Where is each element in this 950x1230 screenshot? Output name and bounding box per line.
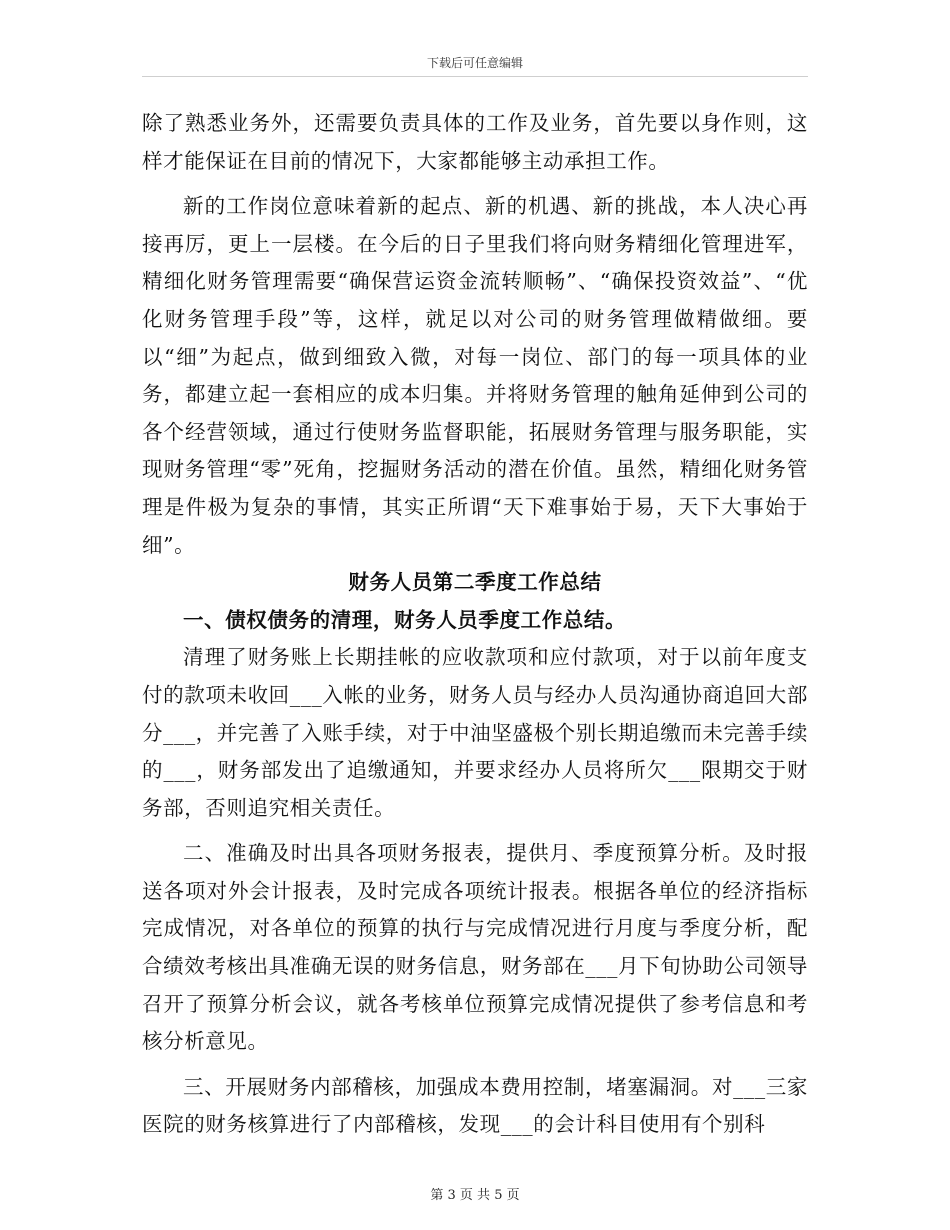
document-body xyxy=(142,105,808,1144)
section-title: 财务人员第二季度工作总结 xyxy=(348,570,602,595)
page-header: 下载后可任意编辑 xyxy=(426,56,523,70)
section-heading-1: 一、债权债务的清理，财务人员季度工作总结。 xyxy=(183,607,627,632)
paragraph-5: 三、开展财务内部稽核，加强成本费用控制，堵塞漏洞。对___三家医院的财务核算进行了内部稽核，发现___的会计科目使用有个别科 xyxy=(142,1074,808,1137)
paragraph-4: 二、准确及时出具各项财务报表，提供月、季度预算分析。及时报送各项对外会计报表，及时完成各项统计报表。根据各单位的经济指标完成情况，对各单位的预算的执行与完成情况进行月度与季度分析，配合绩效考核出具准确无误的财务信息，财务部在___月下旬协助公司领导召开了预算分析会议，就各考核单位预算完成情况提供了参考信息和考核分析意见。 xyxy=(142,841,808,1054)
paragraph-2: 新的工作岗位意味着新的起点、新的机遇、新的挑战，本人决心再接再厉，更上一层楼。在今后的日子里我们将向财务精细化管理进军，精细化财务管理需要“确保营运资金流转顺畅”、“确保投资效益”、“优化财务管理手段”等，这样，就足以对公司的财务管理做精做细。要以“细”为起点，做到细致入微，对每一岗位、部门的每一项具体的业务，都建立起一套相应的成本归集。并将财务管理的触角延伸到公司的各个经营领域，通过行使财务监督职能，拓展财务管理与服务职能，实现财务管理“零”死角，挖掘财务活动的潜在价值。虽然，精细化财务管理是件极为复杂的事情，其实正所谓“天下难事始于易，天下大事始于细”。 xyxy=(142,194,808,557)
paragraph-1: 除了熟悉业务外，还需要负责具体的工作及业务，首先要以身作则，这样才能保证在目前的情况下，大家都能够主动承担工作。 xyxy=(142,111,808,173)
page-footer: 第 3 页 共 5 页 xyxy=(430,1188,520,1203)
header-divider xyxy=(142,76,808,77)
paragraph-3: 清理了财务账上长期挂帐的应收款项和应付款项，对于以前年度支付的款项未收回___入帐的业务，财务人员与经办人员沟通协商追回大部分___，并完善了入账手续，对于中油坚盛极个别长期追缴而未完善手续的___，财务部发出了追缴通知，并要求经办人员将所欠___限期交于财务部，否则追究相关责任。 xyxy=(142,645,808,820)
